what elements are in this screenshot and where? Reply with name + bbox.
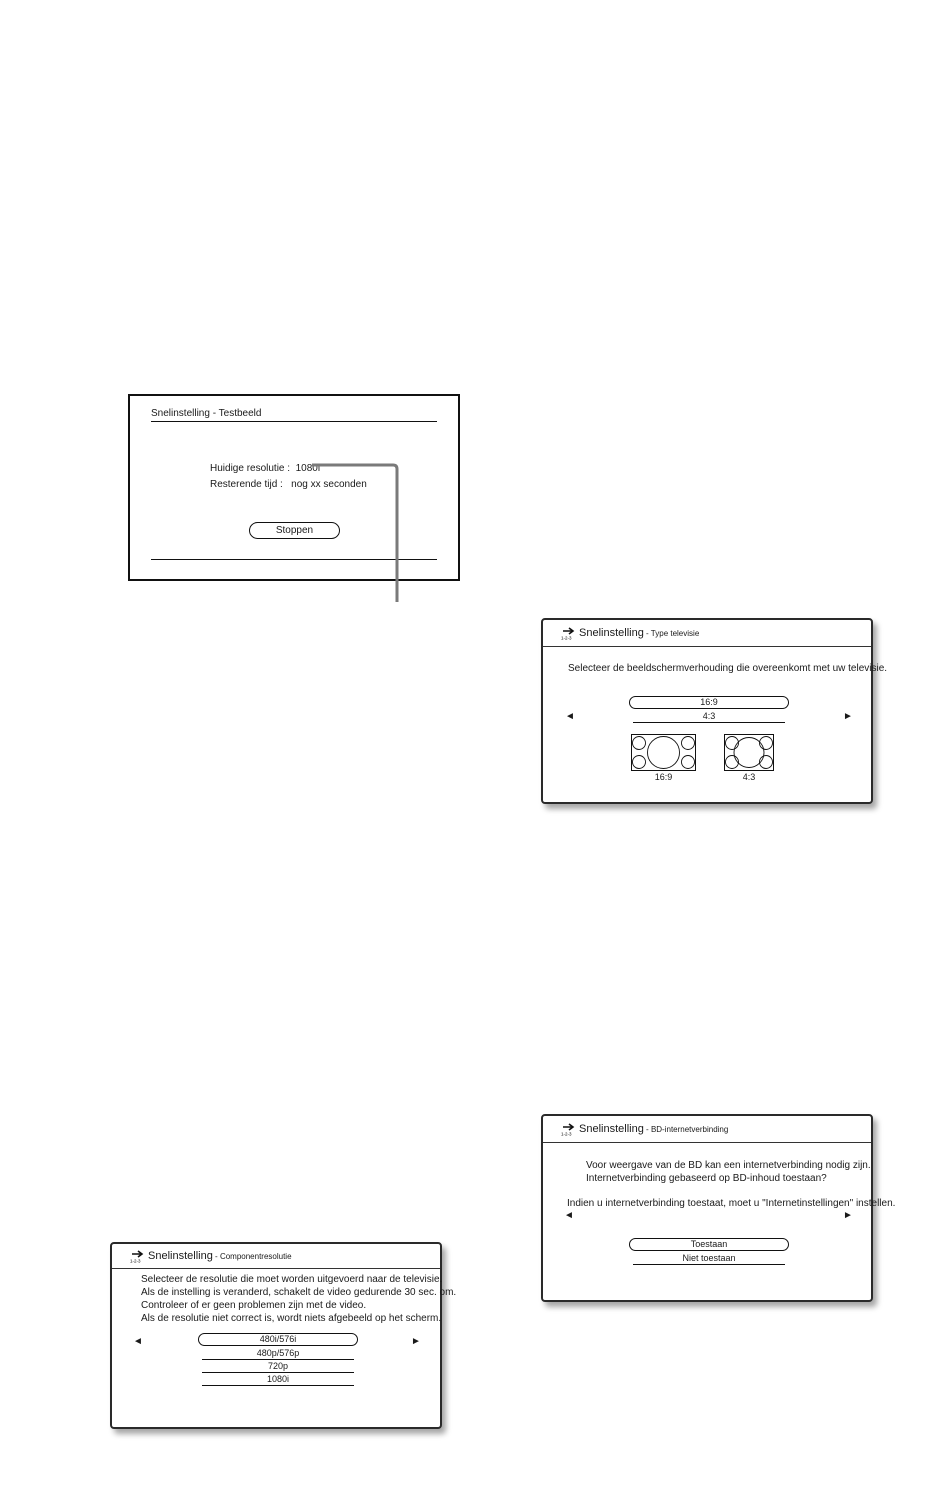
component-line1: Selecteer de resolutie die moet worden uitgevoerd naar de televisie. [141, 1274, 443, 1285]
right-arrow-icon[interactable]: ► [843, 1210, 853, 1221]
tv-16-9-illustration [631, 734, 696, 771]
testbeeld-title: Snelinstelling - Testbeeld [151, 408, 262, 419]
tv-4-3-label: 4:3 [742, 772, 756, 782]
setup-icon [561, 1122, 577, 1136]
component-screen [110, 1242, 457, 1429]
stop-button[interactable]: Stoppen [249, 522, 340, 539]
callout-line [0, 0, 950, 620]
tv-16-9-label: 16:9 [654, 772, 673, 782]
option-720p[interactable]: 720p [202, 1360, 354, 1373]
option-niet-toestaan[interactable]: Niet toestaan [633, 1252, 785, 1265]
type-tv-title: Snelinstelling - Type televisie [579, 627, 700, 639]
type-tv-screen [541, 618, 888, 804]
component-line2: Als de instelling is veranderd, schakelt de video gedurende 30 sec. om. [141, 1287, 457, 1298]
svg-text:1-2-3: 1-2-3 [130, 1258, 141, 1263]
bd-internet-title: Snelinstelling - BD-internetverbinding [579, 1123, 729, 1135]
option-toestaan[interactable]: Toestaan [629, 1238, 789, 1251]
setup-icon [561, 626, 577, 640]
bd-internet-line1: Voor weergave van de BD kan een internetverbinding nodig zijn. [586, 1160, 871, 1171]
bd-internet-line2: Internetverbinding gebaseerd op BD-inhoud toestaan? [586, 1173, 827, 1184]
option-480i-576i[interactable]: 480i/576i [198, 1333, 358, 1346]
right-arrow-icon[interactable]: ► [411, 1336, 421, 1347]
component-line3: Controleer of er geen problemen zijn met de video. [141, 1300, 367, 1311]
left-arrow-icon[interactable]: ◄ [133, 1336, 143, 1347]
right-arrow-icon[interactable]: ► [843, 711, 853, 722]
type-tv-header [543, 620, 871, 647]
bd-internet-header [543, 1116, 871, 1143]
left-arrow-icon[interactable]: ◄ [565, 711, 575, 722]
option-16-9[interactable]: 16:9 [629, 696, 789, 709]
bd-internet-screen [541, 1114, 896, 1302]
component-title: Snelinstelling - Componentresolutie [148, 1250, 292, 1262]
svg-text:1-2-3: 1-2-3 [561, 1131, 572, 1136]
tv-4-3-illustration [724, 734, 774, 771]
component-header [112, 1244, 440, 1269]
component-line4: Als de resolutie niet correct is, wordt niets afgebeeld op het scherm. [141, 1313, 442, 1324]
testbeeld-remaining: Resterende tijd : nog xx seconden [210, 479, 367, 490]
svg-text:1-2-3: 1-2-3 [561, 635, 572, 640]
setup-icon [130, 1249, 146, 1263]
testbeeld-resolution: Huidige resolutie : 1080i [210, 463, 321, 474]
option-480p-576p[interactable]: 480p/576p [202, 1347, 354, 1360]
left-arrow-icon[interactable]: ◄ [564, 1210, 574, 1221]
type-tv-instruction: Selecteer de beeldschermverhouding die overeenkomt met uw televisie. [568, 663, 888, 674]
option-4-3[interactable]: 4:3 [633, 710, 785, 723]
option-1080i[interactable]: 1080i [202, 1373, 354, 1386]
bd-internet-line3: Indien u internetverbinding toestaat, moet u "Internetinstellingen" instellen. [567, 1198, 896, 1209]
